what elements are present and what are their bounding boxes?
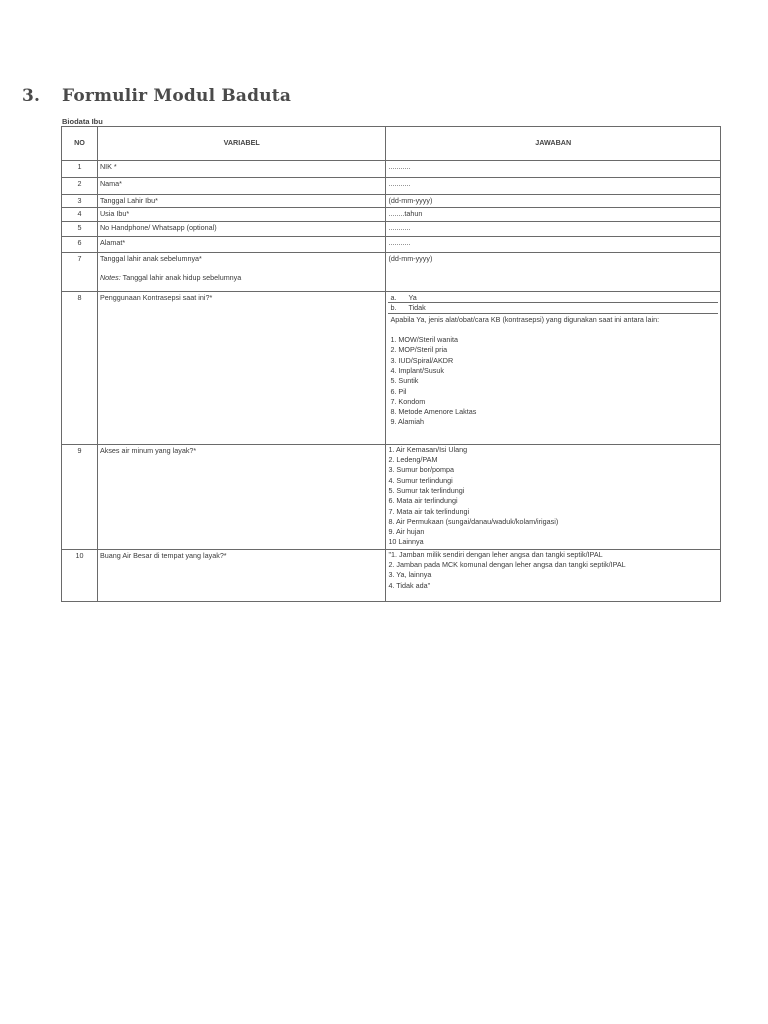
- answer-field[interactable]: ...........: [386, 161, 721, 178]
- answer-cell: [386, 291, 721, 444]
- notes-text: Tanggal lahir anak hidup sebelumnya: [120, 273, 242, 283]
- list-item[interactable]: 2. MOP/Steril pria: [390, 345, 448, 355]
- answer-field[interactable]: ...........: [386, 178, 721, 195]
- list-item[interactable]: 3. Sumur bor/pompa: [388, 465, 454, 475]
- variable-label: Alamat*: [97, 236, 385, 252]
- variable-cell: [97, 252, 385, 291]
- biodata-table: [61, 126, 721, 602]
- list-item[interactable]: 2. Ledeng/PAM: [388, 455, 438, 465]
- table-row: [62, 444, 721, 549]
- list-item[interactable]: 9. Alamiah: [390, 417, 424, 427]
- variable-label: Penggunaan Kontrasepsi saat ini?*: [97, 291, 385, 444]
- variable-label: Tanggal Lahir Ibu*: [97, 195, 385, 208]
- row-number: 9: [62, 444, 98, 549]
- list-item[interactable]: "1. Jamban milik sendiri dengan leher angsa dan tangki septik/IPAL: [388, 549, 603, 559]
- list-item[interactable]: 7. Mata air tak terlindungi: [388, 506, 470, 516]
- header-answer: JAWABAN: [386, 127, 721, 161]
- variable-label: Buang Air Besar di tempat yang layak?*: [97, 549, 385, 601]
- table-row: [62, 221, 721, 236]
- table-row: [62, 549, 721, 601]
- answer-field[interactable]: ...........: [386, 221, 721, 236]
- answer-field[interactable]: ...........: [386, 236, 721, 252]
- table-row: [62, 236, 721, 252]
- list-item[interactable]: 10 Lainnya: [388, 537, 424, 547]
- header-no: NO: [62, 127, 98, 161]
- list-item[interactable]: 5. Suntik: [390, 376, 419, 386]
- sanitation-options: [388, 550, 718, 591]
- section-title: Formulir Modul Baduta: [62, 86, 292, 106]
- section-label: Biodata Ibu: [62, 117, 103, 126]
- row-number: 6: [62, 236, 98, 252]
- list-item[interactable]: 4. Implant/Susuk: [390, 366, 444, 375]
- table-row: [62, 291, 721, 444]
- variable-label: Tanggal lahir anak sebelumnya*: [99, 253, 202, 263]
- contraception-types: [388, 314, 718, 429]
- table-header-row: [62, 127, 721, 161]
- answer-cell: [386, 549, 721, 601]
- answer-cell: [386, 444, 721, 549]
- list-item[interactable]: 2. Jamban pada MCK komunal dengan leher angsa dan tangki septik/IPAL: [388, 560, 626, 570]
- answer-field[interactable]: (dd-mm-yyyy): [386, 195, 721, 208]
- table-row: [62, 195, 721, 208]
- list-item[interactable]: 6. Pil: [390, 386, 407, 396]
- variable-label: NIK *: [97, 161, 385, 178]
- row-number: 2: [62, 178, 98, 195]
- page-title: [22, 86, 291, 106]
- variable-label: Nama*: [97, 178, 385, 195]
- answer-field[interactable]: ........tahun: [386, 208, 721, 221]
- table-row: [62, 161, 721, 178]
- option-ya[interactable]: [388, 293, 718, 304]
- list-item[interactable]: 4. Sumur terlindungi: [388, 475, 453, 485]
- list-item[interactable]: 3. IUD/Spiral/AKDR: [390, 355, 454, 365]
- option-tidak[interactable]: [388, 303, 718, 314]
- row-number: 3: [62, 195, 98, 208]
- notes-label: Notes:: [99, 273, 121, 283]
- list-item[interactable]: 8. Metode Amenore Laktas: [390, 407, 477, 417]
- list-item[interactable]: 8. Air Permukaan (sungai/danau/waduk/kolam/irigasi): [388, 516, 559, 526]
- variable-label: Akses air minum yang layak?*: [97, 444, 385, 549]
- answer-field[interactable]: (dd-mm-yyyy): [386, 252, 721, 291]
- variable-notes: [100, 273, 383, 283]
- header-variable: VARIABEL: [97, 127, 385, 161]
- option-label: Ya: [408, 292, 417, 302]
- row-number: 8: [62, 291, 98, 444]
- option-marker: a.: [390, 292, 397, 302]
- option-label: Tidak: [408, 303, 426, 313]
- row-number: 10: [62, 549, 98, 601]
- table-row: [62, 252, 721, 291]
- row-number: 5: [62, 221, 98, 236]
- list-item[interactable]: 1. MOW/Steril wanita: [390, 335, 458, 345]
- list-item[interactable]: 4. Tidak ada": [388, 580, 431, 590]
- variable-label: No Handphone/ Whatsapp (optional): [97, 221, 385, 236]
- variable-label: Usia Ibu*: [97, 208, 385, 221]
- row-number: 4: [62, 208, 98, 221]
- section-number: 3.: [22, 86, 41, 106]
- contraception-intro: Apabila Ya, jenis alat/obat/cara KB (kontrasepsi) yang digunakan saat ini antara lain:: [390, 314, 660, 324]
- list-item[interactable]: 1. Air Kemasan/Isi Ulang: [388, 444, 468, 454]
- list-item[interactable]: 9. Air hujan: [388, 527, 425, 537]
- list-item[interactable]: 6. Mata air terlindungi: [388, 496, 458, 506]
- list-item[interactable]: 7. Kondom: [390, 396, 426, 406]
- table-row: [62, 178, 721, 195]
- row-number: 7: [62, 252, 98, 291]
- list-item[interactable]: 3. Ya, lainnya: [388, 570, 432, 580]
- table-row: [62, 208, 721, 221]
- list-item[interactable]: 5. Sumur tak terlindungi: [388, 486, 465, 495]
- row-number: 1: [62, 161, 98, 178]
- water-access-options: [388, 445, 718, 548]
- option-marker: b.: [390, 303, 397, 313]
